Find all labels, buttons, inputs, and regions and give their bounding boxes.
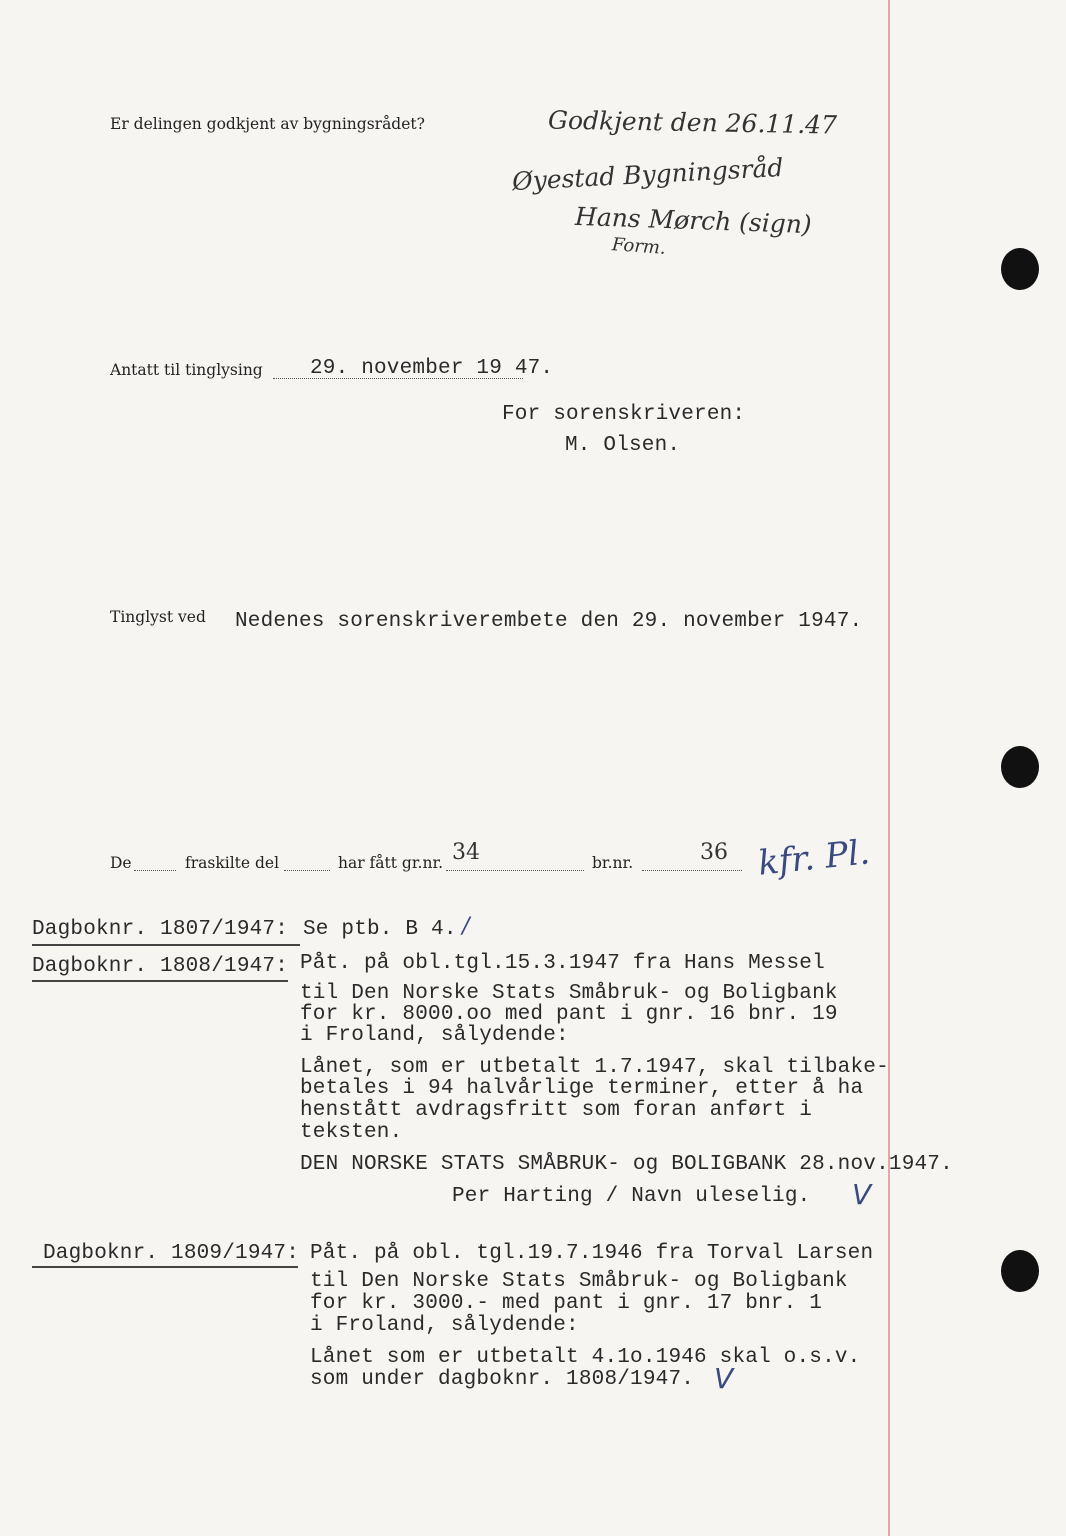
entry-number: Dagboknr. 1807/1947: <box>32 918 289 941</box>
punch-hole-icon <box>1001 1250 1039 1292</box>
checkmark-icon: V <box>852 1178 872 1211</box>
division-handwritten-note: kfr. Pl. <box>756 832 872 884</box>
entry-text-line: i Froland, sålydende: <box>300 1024 569 1047</box>
tinglyst-text: Nedenes sorenskriverembete den 29. november 1947. <box>235 610 863 633</box>
entry-number: Dagboknr. 1809/1947: <box>43 1242 300 1265</box>
division-grnr-value: 34 <box>452 840 480 865</box>
entry-text-line: teksten. <box>300 1121 403 1144</box>
division-brnr-value: 36 <box>700 840 728 865</box>
entry-text-line: Påt. på obl. tgl.19.7.1946 fra Torval Larsen <box>310 1242 874 1265</box>
checkmark-icon: / <box>462 914 470 939</box>
division-dotted-line <box>446 870 584 871</box>
entry-text-line: Per Harting / Navn uleselig. <box>452 1185 811 1208</box>
approval-handwriting-line2: Øyestad Bygningsråd <box>511 152 785 197</box>
division-fraskilte-label: fraskilte del <box>185 854 280 872</box>
approval-handwriting-line1: Godkjent den 26.11.47 <box>547 105 838 140</box>
entry-text-line: Se ptb. B 4. <box>303 918 457 941</box>
entry-number-underline <box>32 980 288 982</box>
tinglyst-label: Tinglyst ved <box>110 608 206 626</box>
entry-text-line: Lånet som er utbetalt 4.1o.1946 skal o.s.v. <box>310 1346 861 1369</box>
margin-line <box>888 0 890 1536</box>
division-dotted-line <box>642 870 742 871</box>
approval-handwriting-line3: Hans Mørch (sign) <box>574 201 813 240</box>
division-grnr-label: har fått gr.nr. <box>338 854 444 872</box>
division-dotted-line <box>134 870 176 871</box>
punch-hole-icon <box>1001 248 1039 290</box>
entry-text-line: betales i 94 halvårlige terminer, etter å ha <box>300 1077 864 1100</box>
approval-handwriting-line4: Form. <box>611 234 667 259</box>
entry-text-line: henstått avdragsfritt som foran anført i <box>300 1099 813 1122</box>
registration-signer: M. Olsen. <box>565 434 681 457</box>
entry-number-underline <box>32 1266 298 1268</box>
entry-number: Dagboknr. 1808/1947: <box>32 955 289 978</box>
entry-text-line: for kr. 8000.oo med pant i gnr. 16 bnr. 19 <box>300 1003 838 1026</box>
entry-number-underline <box>32 944 300 946</box>
division-dotted-line <box>284 870 330 871</box>
entry-text-line: Lånet, som er utbetalt 1.7.1947, skal tilbake- <box>300 1056 889 1079</box>
entry-text-line: Påt. på obl.tgl.15.3.1947 fra Hans Messel <box>300 952 825 975</box>
registration-label: Antatt til tinglysing <box>110 361 263 379</box>
checkmark-icon: V <box>714 1362 734 1395</box>
entry-text-line: til Den Norske Stats Småbruk- og Boligbank <box>310 1270 848 1293</box>
approval-question: Er delingen godkjent av bygningsrådet? <box>110 115 425 133</box>
entry-text-line: i Froland, sålydende: <box>310 1314 579 1337</box>
entry-text-line: DEN NORSKE STATS SMÅBRUK- og BOLIGBANK 28.nov.1947. <box>300 1153 953 1176</box>
entry-text-line: for kr. 3000.- med pant i gnr. 17 bnr. 1 <box>310 1292 823 1315</box>
division-de-label: De <box>110 854 132 872</box>
for-sorenskriveren-label: For sorenskriveren: <box>502 403 746 426</box>
entry-text-line: til Den Norske Stats Småbruk- og Boligbank <box>300 982 838 1005</box>
division-brnr-label: br.nr. <box>592 854 634 872</box>
registration-date: 29. november 19 47. <box>310 357 554 380</box>
entry-text-line: som under dagboknr. 1808/1947. <box>310 1368 695 1391</box>
punch-hole-icon <box>1001 746 1039 788</box>
